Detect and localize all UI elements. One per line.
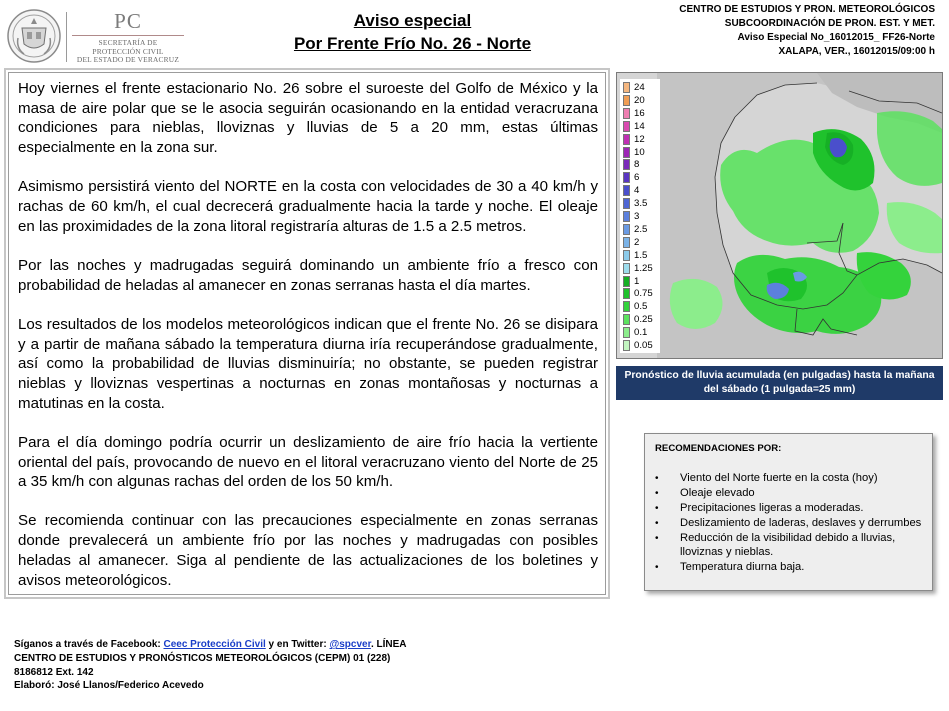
legend-entry (623, 300, 659, 313)
meta-line: Aviso Especial No_16012015_ FF26-Norte (737, 32, 935, 43)
footer-line-center: CENTRO DE ESTUDIOS Y PRONÓSTICOS METEOROLÓGICOS (CEPM) 01 (228) (14, 652, 391, 664)
legend-label: 1 (634, 275, 640, 287)
bullet-icon: • (655, 503, 659, 515)
legend-swatch (623, 276, 630, 287)
legend-label: 2 (634, 236, 640, 248)
footer-twitter-text: y en Twitter: (265, 639, 330, 650)
legend-entry (623, 133, 659, 146)
bulletin-paragraph: Asimismo persistirá viento del NORTE en la costa con velocidades de 30 a 40 km/h y rachas de 60 km/h, el cual decrecerá gradualmente hacia la tarde y noche. El oleaje en las proximidades de la zona litoral registraría alturas de 1.5 a 2.5 metros. (18, 178, 598, 235)
rainfall-map-image (617, 73, 942, 358)
recommendation-text: Deslizamiento de laderas, deslaves y derrumbes (680, 517, 922, 530)
legend-label: 8 (634, 159, 640, 171)
recommendation-item (655, 472, 932, 486)
recommendation-item (655, 532, 932, 559)
legend-swatch (623, 95, 630, 106)
legend-label: 0.5 (634, 301, 648, 313)
map-caption: Pronóstico de lluvia acumulada (en pulgadas) hasta la mañana del sábado (1 pulgada=25 mm) (616, 366, 943, 400)
recommendation-item (655, 502, 932, 516)
legend-swatch (623, 340, 630, 351)
recommendation-text: Oleaje elevado (680, 487, 755, 500)
legend-swatch (623, 108, 630, 119)
footer-contact (14, 638, 407, 693)
bulletin-paragraph: Hoy viernes el frente estacionario No. 26 sobre el suroeste del Golfo de México y la masa de aire polar que se le asocia seguirán ocasionando en la entidad veracruzana condiciones para nieblas, lloviznas y lluvias de 5 a 20 mm, estas últimas especialmente en la zona sur. (18, 80, 598, 157)
legend-entry (623, 171, 659, 184)
title-line-1: Aviso especial (353, 11, 472, 30)
legend-swatch (623, 159, 630, 170)
bulletin-paragraph: Para el día domingo podría ocurrir un deslizamiento de aire frío hacia la vertiente oriental del país, provocando de nuevo en el litoral veracruzano viento del Norte de 25 a 35 km/h con algunas rachas del orden de los 50 km/h. (18, 433, 598, 491)
legend-swatch (623, 327, 630, 338)
legend-entry (623, 120, 659, 133)
bullet-icon: • (655, 518, 659, 530)
pc-logo-line: SECRETARÍA DE (98, 38, 158, 47)
legend-swatch (623, 134, 630, 145)
legend-label: 0.1 (634, 327, 648, 339)
document-title (235, 9, 590, 55)
twitter-link[interactable]: @spcver (329, 639, 371, 650)
legend-swatch (623, 224, 630, 235)
legend-entry (623, 146, 659, 159)
legend-entry (623, 107, 659, 120)
legend-swatch (623, 211, 630, 222)
rainfall-forecast-map (616, 72, 943, 359)
recommendations-box (644, 433, 933, 591)
legend-swatch (623, 250, 630, 261)
recommendation-item (655, 517, 932, 531)
legend-label: 14 (634, 120, 645, 132)
footer-line-author: Elaboró: José Llanos/Federico Acevedo (14, 680, 204, 692)
legend-entry (623, 249, 659, 262)
bulletin-text-inner (8, 72, 606, 595)
legend-swatch (623, 147, 630, 158)
rainfall-legend (620, 79, 660, 353)
recommendation-text: Precipitaciones ligeras a moderadas. (680, 502, 864, 515)
legend-label: 3.5 (634, 198, 648, 210)
bullet-icon: • (655, 473, 659, 484)
legend-label: 24 (634, 82, 645, 93)
footer-follow-text: Síganos a través de Facebook: (14, 639, 164, 650)
legend-label: 16 (634, 107, 645, 119)
bulletin-paragraph: Los resultados de los modelos meteorológicos indican que el frente No. 26 se disipara y a partir de mañana sábado la temperatura diurna iría recuperándose gradualmente, así como la probabilidad de lluvias disminuiría; no obstante, se pueden registrar nieblas y lloviznas vespertinas a nocturnas en zonas montañosas y nocturnas a matutinas en la costa. (18, 315, 598, 412)
recommendation-text: Viento del Norte fuerte en la costa (hoy) (680, 472, 878, 484)
recommendation-item (655, 487, 932, 501)
legend-entry (623, 158, 659, 171)
legend-label: 12 (634, 133, 645, 145)
pc-logo-mark: PC (114, 9, 142, 33)
footer-line-suffix: . LÍNEA (370, 639, 407, 650)
legend-entry (623, 210, 659, 223)
legend-entry (623, 223, 659, 236)
meta-line: CENTRO DE ESTUDIOS Y PRON. METEOROLÓGICOS (679, 4, 935, 15)
legend-entry (623, 81, 659, 94)
meta-line: XALAPA, VER., 16012015/09:00 h (778, 46, 935, 57)
logo-divider (66, 12, 67, 62)
meta-line: SUBCOORDINACIÓN DE PRON. EST. Y MET. (724, 18, 935, 29)
legend-swatch (623, 82, 630, 93)
recommendation-text: Reducción de la visibilidad debido a lluvias, lloviznas y nieblas. (680, 532, 896, 558)
recommendations-title: RECOMENDACIONES POR: (655, 443, 782, 454)
bullet-icon: • (655, 562, 659, 574)
legend-entry (623, 262, 659, 275)
title-line-2: Por Frente Frío No. 26 - Norte (293, 34, 532, 53)
legend-swatch (623, 172, 630, 183)
legend-label: 2.5 (634, 223, 648, 235)
legend-swatch (623, 314, 630, 325)
legend-label: 6 (634, 172, 640, 184)
legend-entry (623, 197, 659, 210)
legend-label: 1.5 (634, 249, 648, 261)
legend-label: 4 (634, 185, 640, 197)
legend-entry (623, 287, 659, 300)
legend-swatch (623, 198, 630, 209)
legend-label: 1.25 (634, 262, 653, 274)
legend-swatch (623, 237, 630, 248)
legend-swatch (623, 288, 630, 299)
legend-entry (623, 339, 659, 352)
pc-logo-line: DEL ESTADO DE VERACRUZ (76, 55, 180, 64)
legend-swatch (623, 185, 630, 196)
pc-logo-line: PROTECCIÓN CIVIL (92, 46, 164, 56)
legend-entry (623, 94, 659, 107)
bullet-icon: • (655, 533, 659, 545)
facebook-link[interactable]: Ceec Protección Civil (163, 639, 266, 650)
recommendations-list (655, 472, 932, 575)
legend-entry (623, 313, 659, 326)
legend-entry (623, 326, 659, 339)
recommendation-text: Temperatura diurna baja. (680, 561, 805, 574)
legend-label: 20 (634, 94, 645, 106)
bulletin-paragraph: Por las noches y madrugadas seguirá dominando un ambiente frío a fresco con probabilidad de heladas al amanecer en zonas serranas hasta el día martes. (18, 256, 598, 294)
proteccion-civil-logo (72, 10, 184, 65)
legend-label: 0.25 (634, 314, 653, 326)
legend-swatch (623, 121, 630, 132)
bulletin-text-panel (4, 68, 610, 599)
legend-entry (623, 275, 659, 288)
legend-entry (623, 184, 659, 197)
legend-label: 0.75 (634, 288, 653, 300)
legend-entry (623, 236, 659, 249)
bullet-icon: • (655, 488, 659, 500)
pc-logo-rule (72, 35, 184, 36)
issuer-metadata (679, 3, 935, 59)
legend-swatch (623, 301, 630, 312)
bulletin-paragraph: Se recomienda continuar con las precauciones especialmente en zonas serranas donde prevalecerá un ambiente frío por las noches y madrugadas con posibles heladas al amanecer. Siga al pendiente de las actualizaciones de los boletines y avisos meteorológicos. (18, 512, 598, 589)
footer-line-social (14, 638, 407, 652)
legend-label: 10 (634, 146, 645, 158)
footer-line-phone: 8186812 Ext. 142 (14, 666, 94, 678)
legend-label: 3 (634, 211, 640, 222)
veracruz-seal-logo (6, 8, 62, 64)
legend-label: 0.05 (634, 340, 653, 351)
legend-swatch (623, 263, 630, 274)
recommendation-item (655, 561, 932, 575)
